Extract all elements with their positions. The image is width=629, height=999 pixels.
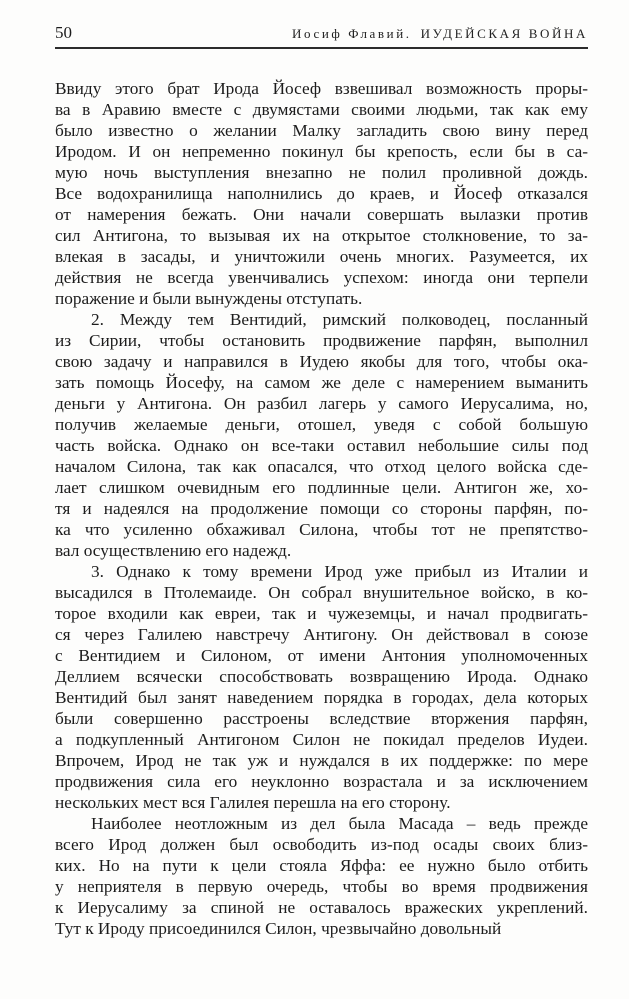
text-line: вал осуществлению его надежд. — [55, 541, 292, 560]
text-block — [55, 78, 588, 939]
text-line: ва в Аравию вместе с двумястами своими людьми, так как ему — [55, 100, 588, 119]
text-line: Вентидий был занят наведением порядка в городах, дела которых — [55, 688, 588, 707]
text-line: 3. Однако к тому времени Ирод уже прибыл из Италии и — [91, 562, 588, 581]
text-line: а подкупленный Антигоном Силон не покидал пределов Иудеи. — [55, 730, 588, 749]
text-line: ких. Но на пути к цели стояла Яффа: ее нужно было отбить — [55, 856, 588, 875]
text-line: ся через Галилею навстречу Антигону. Он действовал в союзе — [55, 625, 588, 644]
text-line: Тут к Ироду присоединился Силон, чрезвычайно довольный — [55, 919, 502, 938]
text-line: 2. Между тем Вентидий, римский полководец, посланный — [91, 310, 588, 329]
text-line: мую ночь выступления внезапно не полил проливной дождь. — [55, 163, 588, 182]
text-line: ка что усиленно обхаживал Силона, чтобы тот не препятство- — [55, 520, 588, 539]
page-number: 50 — [55, 23, 72, 42]
text-line: началом Силона, так как опасался, что отход целого войска сде- — [55, 457, 588, 476]
text-line: получив желаемые деньги, отошел, уведя с собой большую — [55, 415, 588, 434]
text-line: поражение и были вынуждены отступать. — [55, 289, 363, 308]
page-header — [55, 24, 588, 42]
running-title — [292, 26, 588, 42]
text-line: свою задачу и направился в Иудею якобы для того, чтобы ока- — [55, 352, 588, 371]
text-line: действия не всегда увенчивались успехом: иногда они терпели — [55, 268, 588, 287]
text-line: от намерения бежать. Они начали совершать вылазки против — [55, 205, 588, 224]
running-title-author: Иосиф Флавий. — [292, 26, 412, 41]
text-line: было известно о желании Малку загладить свою вину перед — [55, 121, 588, 140]
text-line: деньги у Антигона. Он разбил лагерь у самого Иерусалима, но, — [55, 394, 588, 413]
text-line: тя и надеялся на продолжение помощи со стороны парфян, по- — [55, 499, 588, 518]
text-line: Все водохранилища наполнились до краев, и Йосеф отказался — [55, 184, 588, 203]
text-line: были совершенно расстроены вследствие вторжения парфян, — [55, 709, 588, 728]
text-line: у неприятеля в первую очередь, чтобы во время продвижения — [55, 877, 588, 896]
header-rule — [55, 47, 588, 49]
text-line: Иродом. И он непременно покинул бы крепость, если бы в са- — [55, 142, 588, 161]
text-line: к Иерусалиму за спиной не оставалось вражеских укреплений. — [55, 898, 588, 917]
text-line: Ввиду этого брат Ирода Йосеф взвешивал возможность проры- — [55, 79, 588, 98]
text-line: сил Антигона, то вызывая их на открытое столкновение, то за- — [55, 226, 588, 245]
text-line: всего Ирод должен был освободить из-под осады своих близ- — [55, 835, 588, 854]
text-line: зать помощь Йосефу, на самом же деле с намерением выманить — [55, 373, 588, 392]
text-line: продвижения сила его неуклонно возрастала и за исключением — [55, 772, 588, 791]
text-line: влекая в засады, и уничтожили очень многих. Разумеется, их — [55, 247, 588, 266]
text-line: с Вентидием и Силоном, от имени Антония уполномоченных — [55, 646, 588, 665]
running-title-book: ИУДЕЙСКАЯ ВОЙНА — [420, 26, 588, 41]
text-line: нескольких мест вся Галилея перешла на его сторону. — [55, 793, 451, 812]
text-line: лает слишком очевидным его подлинные цели. Антигон же, хо- — [55, 478, 588, 497]
text-line: Деллием всячески способствовать возвращению Ирода. Однако — [55, 667, 588, 686]
text-line: Впрочем, Ирод не так уж и нуждался в их поддержке: по мере — [55, 751, 588, 770]
text-line: часть войска. Однако он все-таки оставил небольшие силы под — [55, 436, 588, 455]
text-line: из Сирии, чтобы остановить продвижение парфян, выполнил — [55, 331, 588, 350]
text-line: высадился в Птолемаиде. Он собрал внушительное войско, в ко- — [55, 583, 588, 602]
text-line: Наиболее неотложным из дел была Масада – ведь прежде — [91, 814, 588, 833]
text-line: торое входили как евреи, так и чужеземцы, и начал продвигать- — [55, 604, 588, 623]
